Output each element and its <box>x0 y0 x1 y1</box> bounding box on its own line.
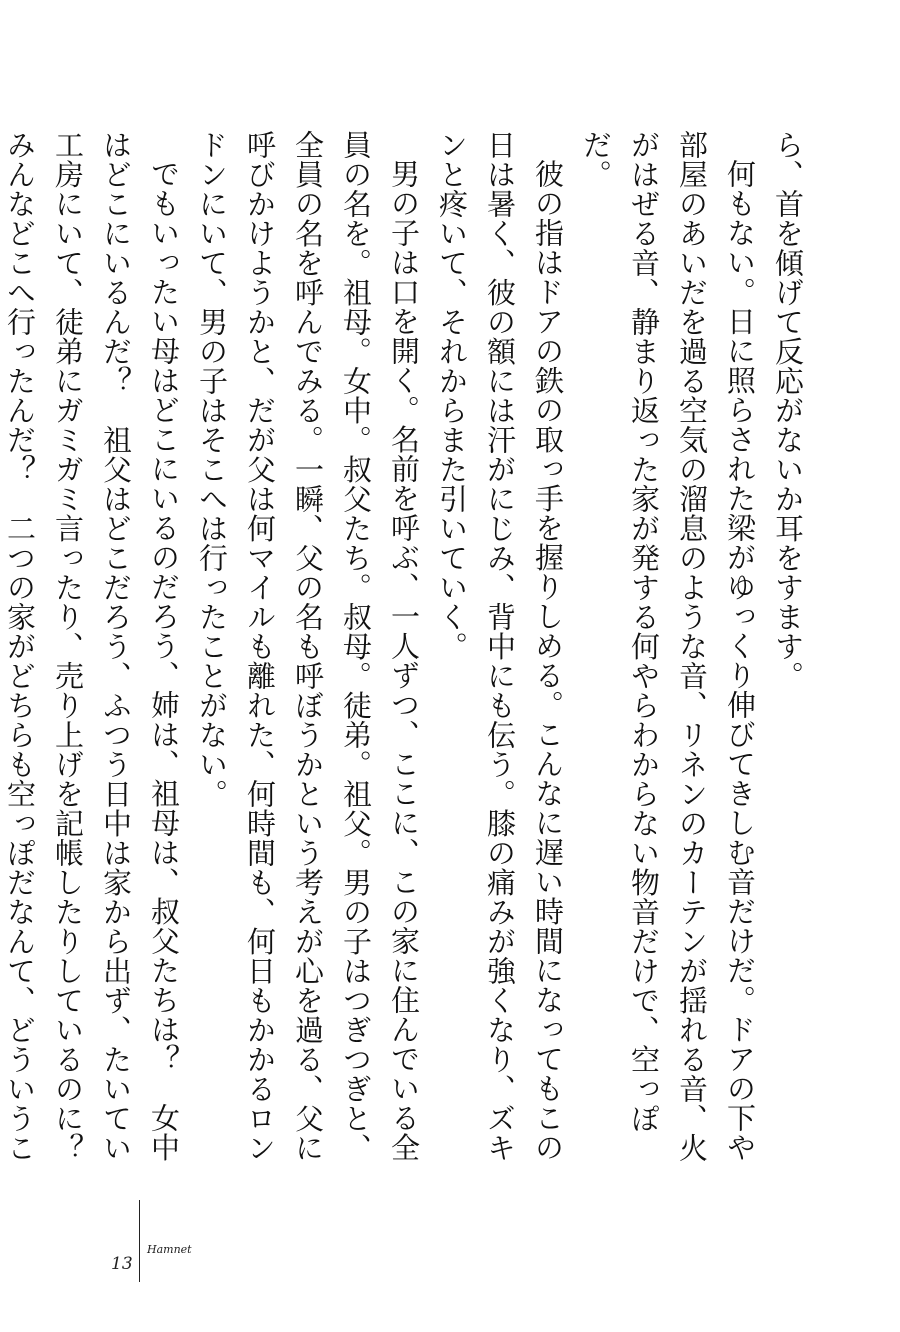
paragraph: でもいったい母はどこにいるのだろう、姉は、祖母は、叔父たちは？ 女中はどこにいるんだ？ 祖父はどこだろう、ふつう日中は家から出ず、たいてい工房にいて、徒弟にガミガミ言ったり、売り上げを記帳したりしているのに？ みんなどこへ行ったんだ？ 二つの家がどちらも空っぽだなんて、どういうこ <box>3 130 181 1163</box>
running-title: Hamnet <box>147 1243 192 1256</box>
paragraph: 男の子は口を開く。名前を呼ぶ、一人ずつ、ここに、この家に住んでいる全員の名を。祖母。女中。叔父たち。叔母。徒弟。祖父。男の子はつぎつぎと、全員の名を呼んでみる。一瞬、父の名も呼ぼうかという考えが心を過る、父に呼びかけようかと、だが父は何マイルも離れた、何時間も、何日もかかるロンドンにいて、男の子はそこへは行ったことがない。 <box>195 130 421 1163</box>
paragraph: 彼の指はドアの鉄の取っ手を握りしめる。こんなに遅い時間になってもこの日は暑く、彼の額には汗がにじみ、背中にも伝う。膝の痛みが強くなり、ズキンと疼いて、それからまた引いていく。 <box>435 130 565 1163</box>
page-number: 13 <box>111 1254 133 1274</box>
paragraph: ら、首を傾げて反応がないか耳をすます。 <box>771 130 805 691</box>
footer-divider <box>139 1200 140 1282</box>
paragraph: 何もない。日に照らされた梁がゆっくり伸びてきしむ音だけだ。ドアの下や部屋のあいだを過る空気の溜息のような音、リネンのカーテンが揺れる音、火がはぜる音、静まり返った家が発する何やらわからない物音だけで、空っぽだ。 <box>579 130 757 1163</box>
vertical-text-body <box>3 130 812 1170</box>
